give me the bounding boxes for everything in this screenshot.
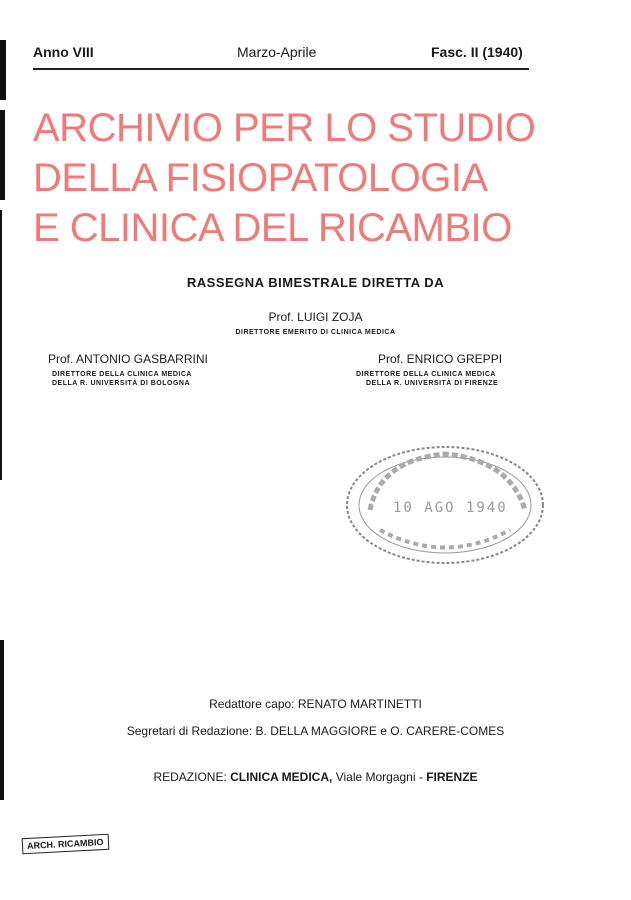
office-city: FIRENZE [426,770,478,784]
right-director-role-line-1: DIRETTORE DELLA CLINICA MEDICA [356,371,496,378]
secretaries-names: B. DELLA MAGGIORE e O. CARERE-COMES [255,724,505,738]
scan-edge-bar [0,40,6,100]
main-director-role: DIRETTORE EMERITO DI CLINICA MEDICA [235,329,396,336]
left-director-role-line-2: DELLA R. UNIVERSITÀ DI BOLOGNA [52,380,191,387]
editor-in-chief-line [0,697,631,711]
left-director-role-line-1: DIRETTORE DELLA CLINICA MEDICA [52,371,192,378]
right-director-name: Prof. ENRICO GREPPI [378,352,503,366]
editor-in-chief-label: Redattore capo: [209,697,295,711]
masthead-header [33,44,527,64]
office-label: REDAZIONE: [153,770,227,784]
stamp-date: 10 AGO 1940 [393,500,508,516]
editorial-office-line [0,770,631,784]
issue-months: Marzo-Aprile [237,44,317,60]
editor-in-chief-name: RENATO MARTINETTI [297,697,422,711]
subtitle: RASSEGNA BIMESTRALE DIRETTA DA [186,275,445,290]
volume-label: Anno VIII [33,44,94,60]
shelf-label: ARCH. RICAMBIO [22,834,109,855]
secretaries-label: Segretari di Redazione: [126,724,253,738]
office-address: Viale Morgagni - [335,770,423,784]
fascicle-label: Fasc. II (1940) [431,44,523,60]
secretaries-line [0,724,631,738]
office-name: CLINICA MEDICA, [230,770,333,784]
journal-title-line-3: E CLINICA DEL RICAMBIO [33,206,512,250]
journal-title-line-1: ARCHIVIO PER LO STUDIO [33,106,536,150]
left-director-name: Prof. ANTONIO GASBARRINI [48,352,208,366]
journal-title-line-2: DELLA FISIOPATOLOGIA [33,156,488,200]
scan-edge-bar [0,110,5,200]
scan-edge-bar [0,210,2,480]
main-director-name: Prof. LUIGI ZOJA [268,310,363,324]
right-director-role-line-2: DELLA R. UNIVERSITÀ DI FIRENZE [366,380,499,387]
header-rule [33,68,529,70]
